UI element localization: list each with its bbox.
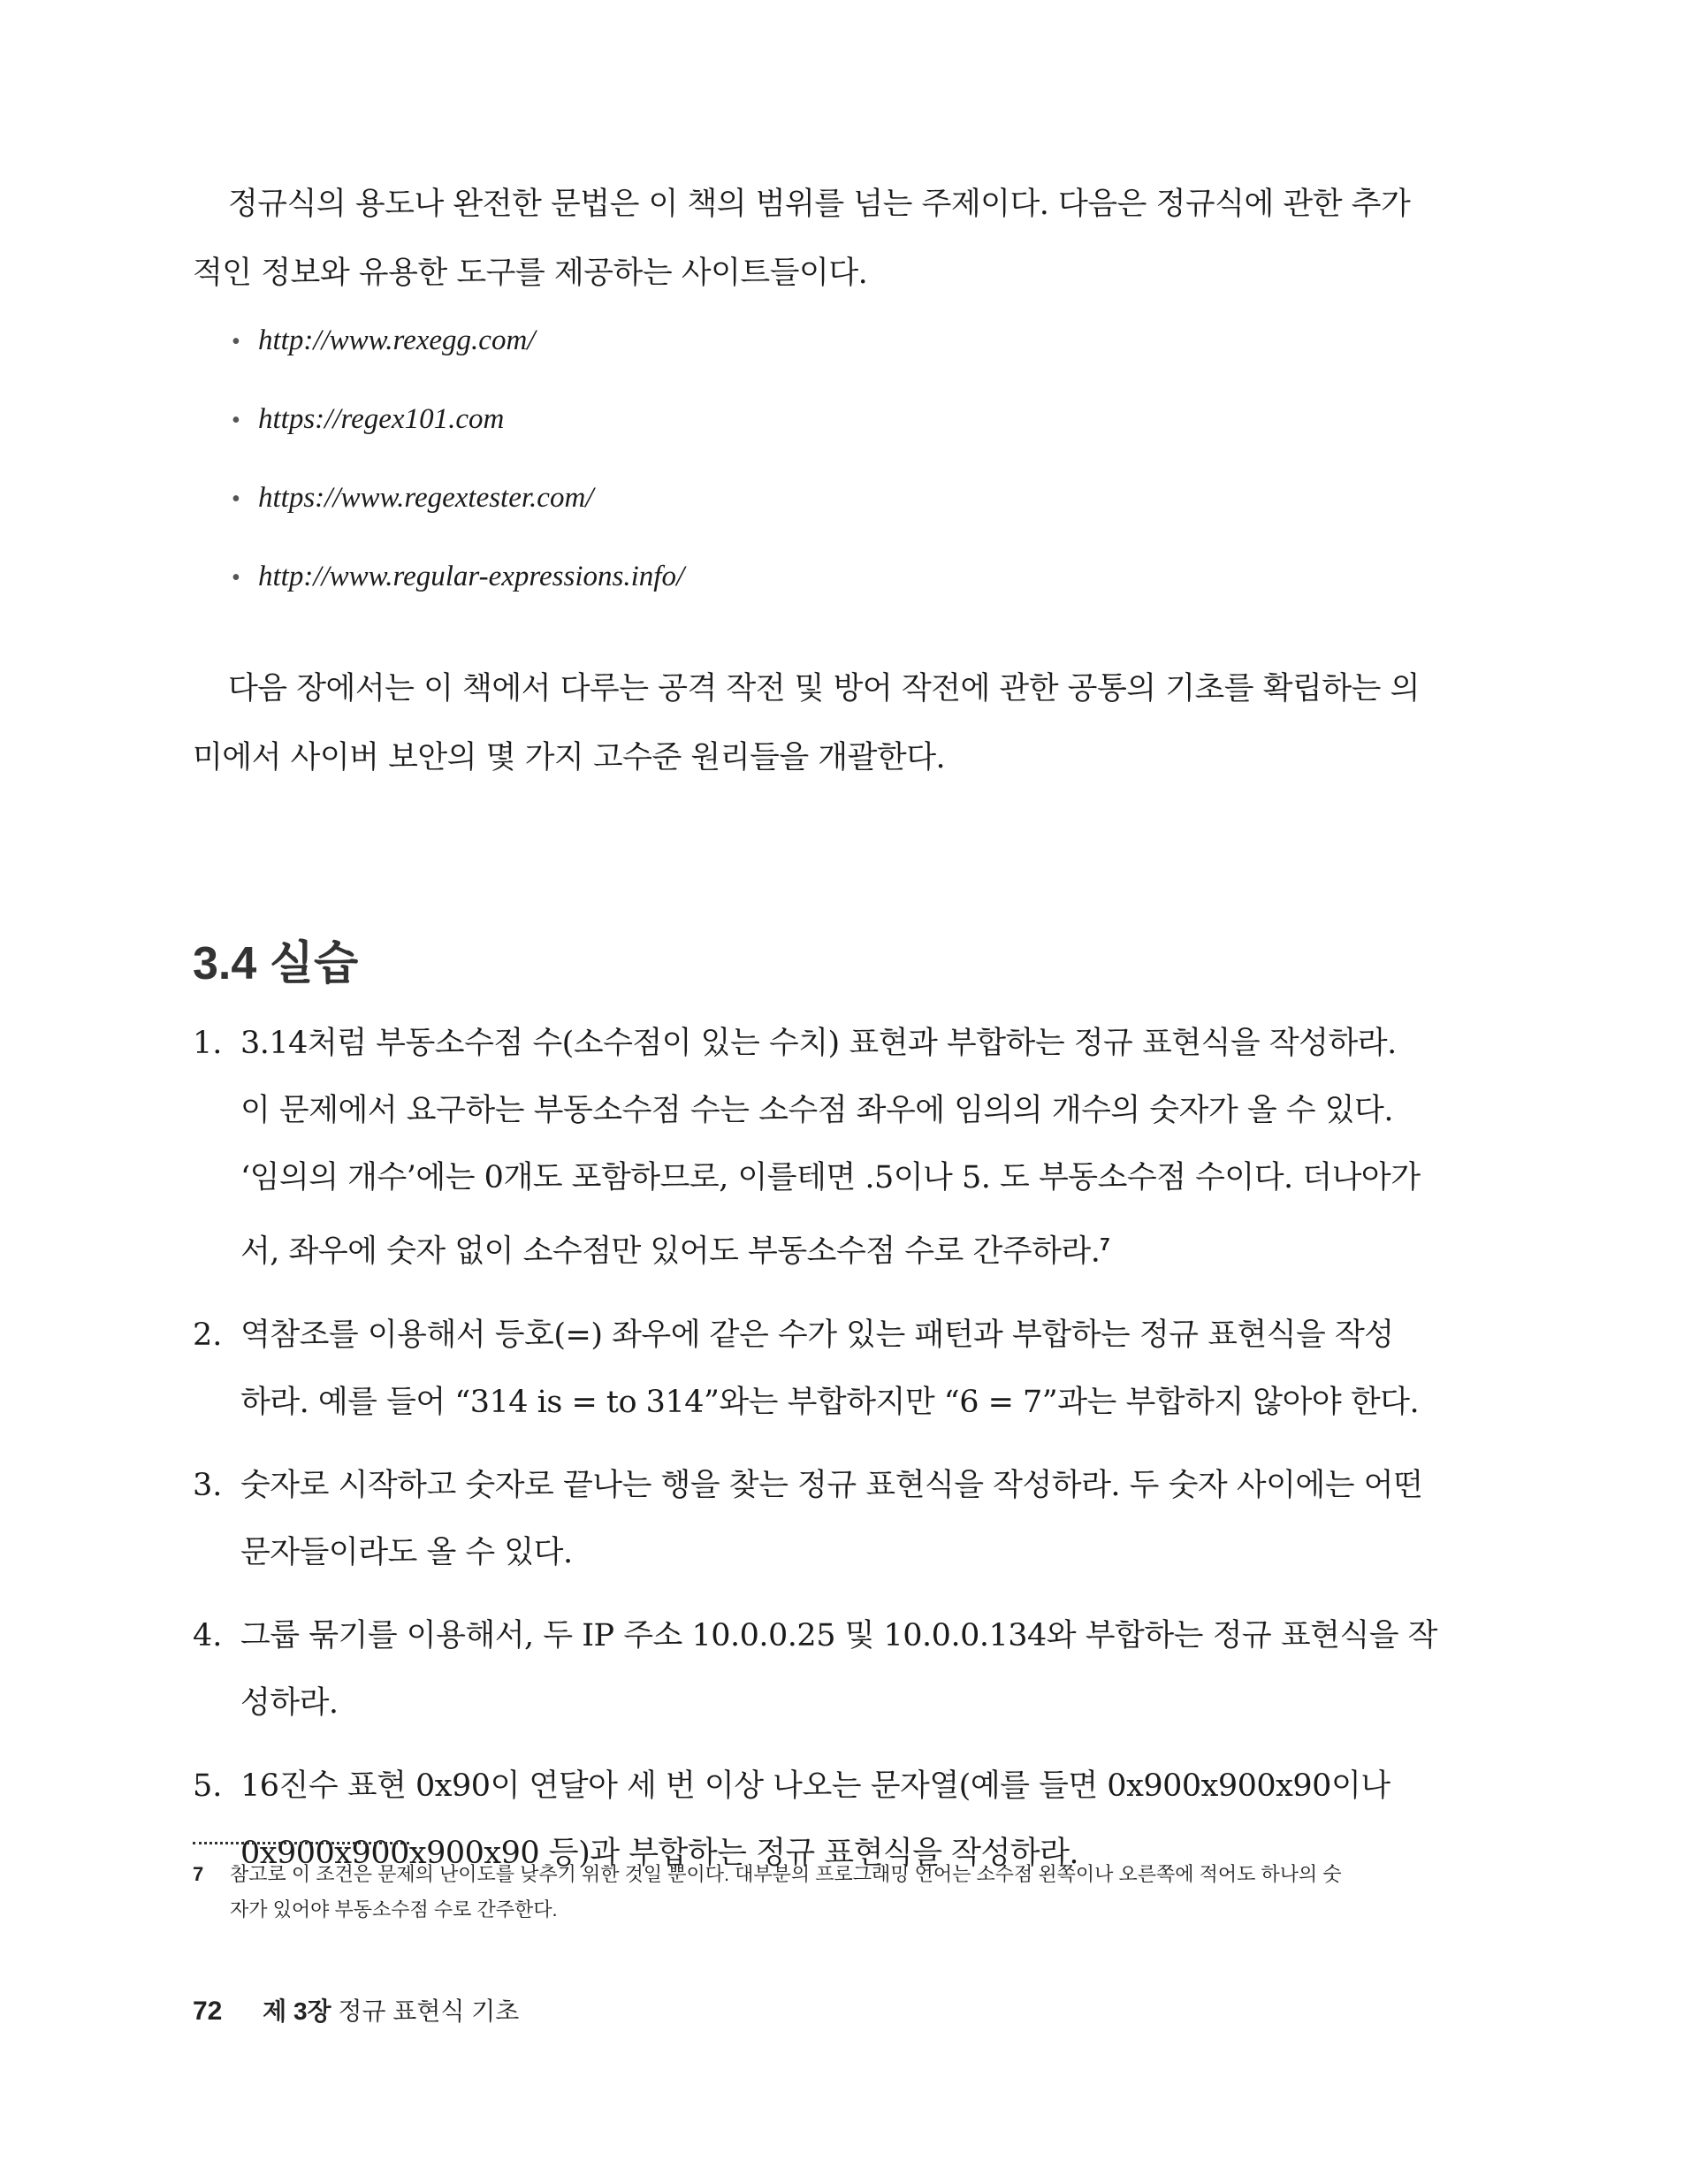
link-url[interactable]: https://www.regextester.com/ xyxy=(258,482,594,514)
exercise-line-text: 서, 좌우에 숫자 없이 소수점만 있어도 부동소수점 수로 간주하라. xyxy=(240,1233,1101,1270)
exercise-line: 0x900x900x900x90 등)과 부합하는 정규 표현식을 작성하라. xyxy=(240,1835,1079,1871)
exercise-line: 하라. 예를 들어 “314 is = to 314”와는 부합하지만 “6 = 7”과는 부합하지 않아야 한다. xyxy=(240,1384,1420,1420)
bullet-icon: • xyxy=(232,485,240,513)
exercise-line: 3.14처럼 부동소수점 수(소수점이 있는 수치) 표현과 부합하는 정규 표현식을 작성하라. xyxy=(240,1026,1397,1061)
page-footer xyxy=(193,1994,519,2029)
paragraph-line: 미에서 사이버 보안의 몇 가지 고수준 원리들을 개괄한다. xyxy=(193,740,946,775)
exercise-line: 문자들이라도 올 수 있다. xyxy=(240,1534,573,1570)
footnote-number: 7 xyxy=(193,1863,204,1885)
footnote-ref[interactable]: 7 xyxy=(1100,1235,1109,1255)
exercise-line: 16진수 표현 0x90이 연달아 세 번 이상 나오는 문자열(예를 들면 0x900x900x90이나 xyxy=(240,1768,1390,1804)
link-url[interactable]: http://www.rexegg.com/ xyxy=(258,325,536,356)
exercise-item xyxy=(193,1302,1420,1436)
link-list xyxy=(232,314,684,629)
link-url[interactable]: https://regex101.com xyxy=(258,403,505,435)
paragraph-line: 다음 장에서는 이 책에서 다루는 공격 작전 및 방어 작전에 관한 공통의 기초를 확립하는 의 xyxy=(228,671,1420,706)
link-item xyxy=(232,471,684,550)
exercise-number: 3. xyxy=(193,1467,223,1503)
exercise-line: 성하라. xyxy=(240,1684,339,1721)
bullet-icon: • xyxy=(232,564,240,592)
section-number: 3.4 xyxy=(193,938,257,989)
exercise-line: ‘임의의 개수’에는 0개도 포함하므로, 이를테면 .5이나 5. 도 부동소수점 수이다. 더나아가 xyxy=(240,1160,1421,1195)
exercise-line xyxy=(240,1211,1395,1286)
intro-paragraph xyxy=(193,170,1411,308)
footnote-divider xyxy=(193,1842,409,1844)
exercise-line: 그룹 묶기를 이용해서, 두 IP 주소 10.0.0.25 및 10.0.0.134와 부합하는 정규 표현식을 작 xyxy=(240,1617,1437,1653)
chapter-label: 제 3장 xyxy=(263,1997,331,2025)
chapter-title: 정규 표현식 기초 xyxy=(338,1997,520,2025)
next-chapter-paragraph xyxy=(193,654,1420,792)
exercise-line: 역참조를 이용해서 등호(=) 좌우에 같은 수가 있는 패턴과 부합하는 정규 표현식을 작성 xyxy=(240,1317,1394,1353)
footnote-line: 참고로 이 조건은 문제의 난이도를 낮추기 위한 것일 뿐이다. 대부분의 프로그래밍 언어는 소수점 왼쪽이나 오른쪽에 적어도 하나의 숫 xyxy=(230,1863,1342,1885)
link-url[interactable]: http://www.regular-expressions.info/ xyxy=(258,561,685,592)
exercise-item xyxy=(193,1452,1423,1586)
section-heading xyxy=(193,933,358,995)
paragraph-line: 적인 정보와 유용한 도구를 제공하는 사이트들이다. xyxy=(193,256,868,291)
footnote-line: 자가 있어야 부동소수점 수로 간주한다. xyxy=(230,1898,558,1921)
exercise-number: 1. xyxy=(193,1026,223,1061)
section-title: 실습 xyxy=(269,938,359,989)
exercise-line: 숫자로 시작하고 숫자로 끝나는 행을 찾는 정규 표현식을 작성하라. 두 숫자 사이에는 어떤 xyxy=(240,1467,1423,1503)
link-item xyxy=(232,550,684,629)
exercise-number: 4. xyxy=(193,1617,223,1653)
footnote xyxy=(193,1857,1395,1928)
bullet-icon: • xyxy=(232,328,240,355)
page-number: 72 xyxy=(193,1997,223,2026)
bullet-icon: • xyxy=(232,407,240,434)
exercise-number: 5. xyxy=(193,1768,223,1804)
exercise-item xyxy=(193,1602,1437,1737)
link-item xyxy=(232,314,684,393)
exercise-item xyxy=(193,1010,1421,1286)
link-item xyxy=(232,393,684,471)
exercise-list xyxy=(193,1010,1437,1903)
exercise-line: 이 문제에서 요구하는 부동소수점 수는 소수점 좌우에 임의의 개수의 숫자가 올 수 있다. xyxy=(240,1093,1393,1128)
paragraph-line: 정규식의 용도나 완전한 문법은 이 책의 범위를 넘는 주제이다. 다음은 정규식에 관한 추가 xyxy=(228,187,1411,222)
exercise-number: 2. xyxy=(193,1317,223,1353)
